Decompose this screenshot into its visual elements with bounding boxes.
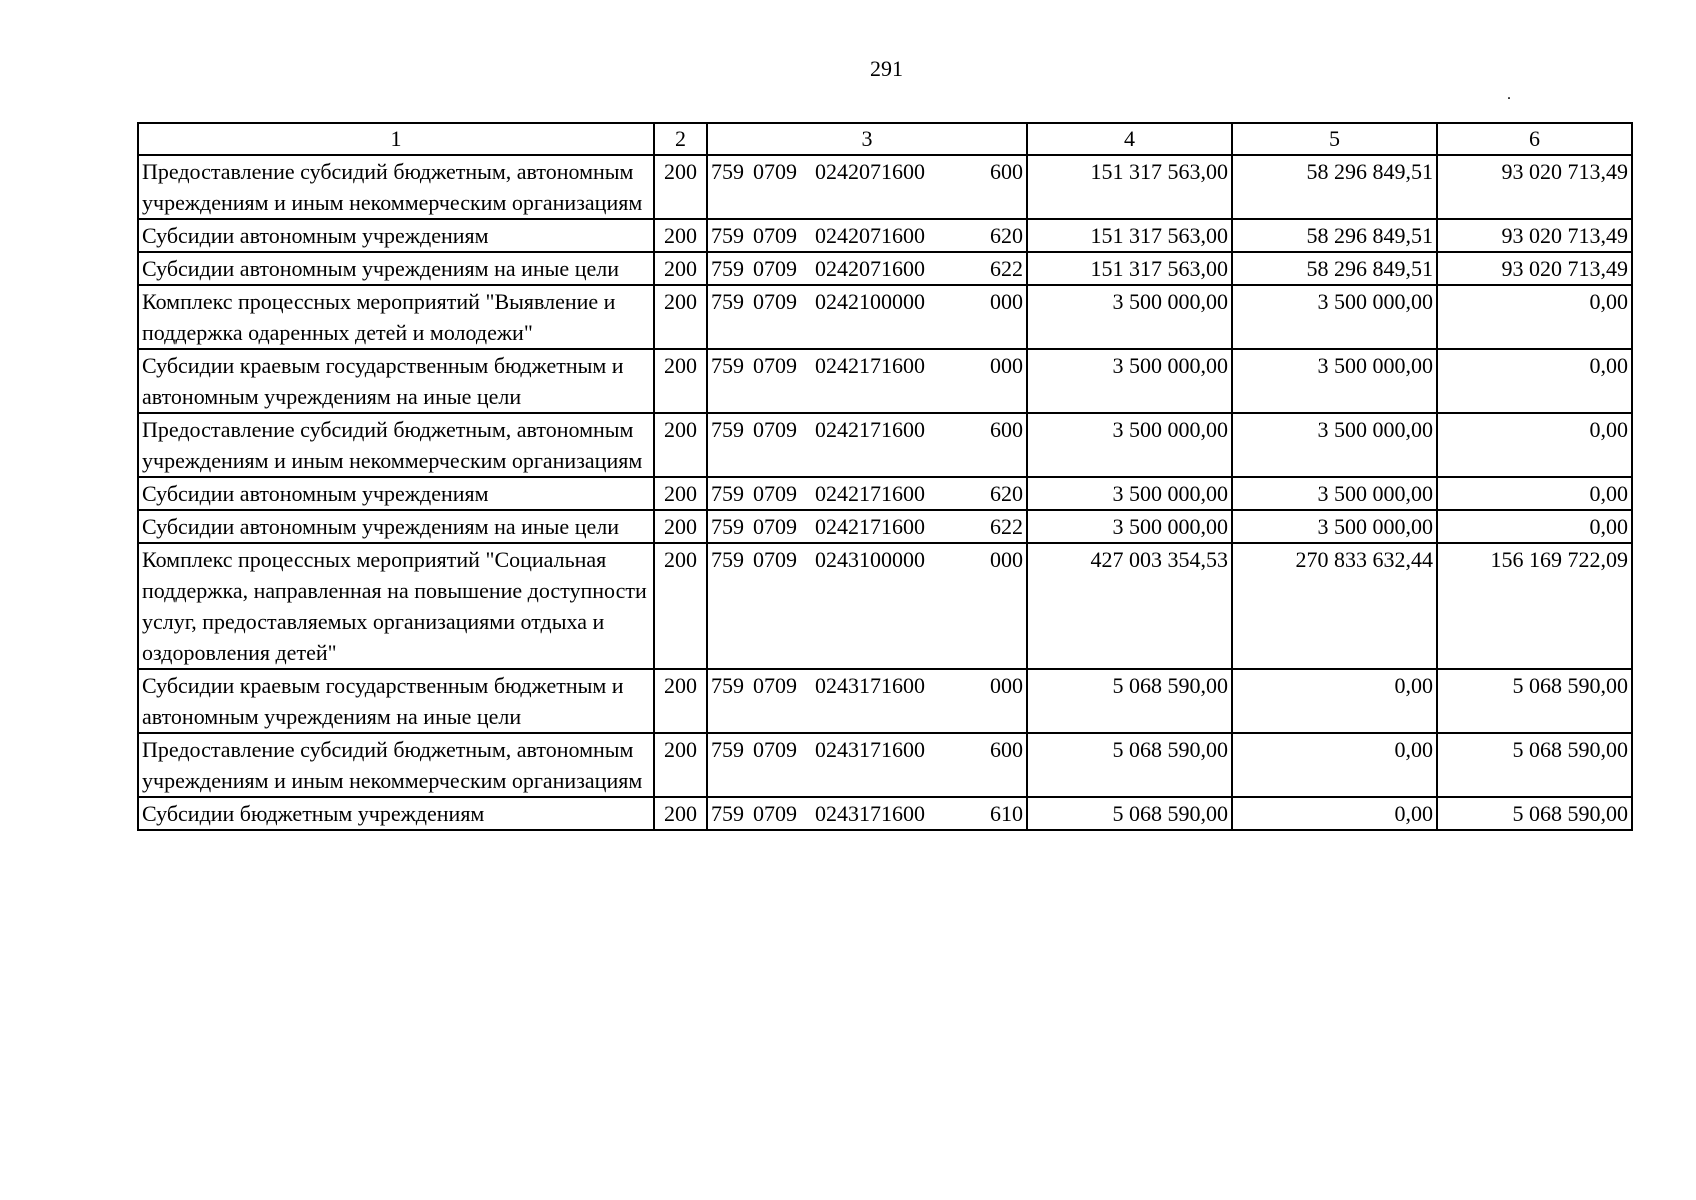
row-amount-col4: 5 068 590,00 xyxy=(1027,797,1232,830)
code-section: 0709 xyxy=(753,223,797,248)
table-row xyxy=(138,543,1632,669)
table-body xyxy=(138,155,1632,830)
table-row xyxy=(138,285,1632,349)
row-admin-code: 200 xyxy=(654,669,707,733)
code-expense-type: 600 xyxy=(990,737,1023,762)
row-name: Комплекс процессных мероприятий "Выявление и поддержка одаренных детей и молодежи" xyxy=(138,285,654,349)
row-amount-col4: 3 500 000,00 xyxy=(1027,285,1232,349)
row-name: Субсидии автономным учреждениям на иные цели xyxy=(138,510,654,543)
row-amount-col4: 3 500 000,00 xyxy=(1027,477,1232,510)
row-admin-code: 200 xyxy=(654,510,707,543)
row-classification-code xyxy=(707,252,1027,285)
row-amount-col4: 427 003 354,53 xyxy=(1027,543,1232,669)
header-col-5: 5 xyxy=(1232,123,1437,155)
code-ministry: 759 xyxy=(711,481,744,506)
table-row xyxy=(138,477,1632,510)
code-expense-type: 000 xyxy=(990,353,1023,378)
code-ministry: 759 xyxy=(711,801,744,826)
code-section: 0709 xyxy=(753,481,797,506)
code-target-article: 0242071600 xyxy=(815,159,925,184)
row-amount-col6: 93 020 713,49 xyxy=(1437,219,1632,252)
page-number: 291 xyxy=(870,56,903,81)
row-amount-col5: 58 296 849,51 xyxy=(1232,219,1437,252)
code-expense-type: 600 xyxy=(990,159,1023,184)
code-target-article: 0243171600 xyxy=(815,673,925,698)
row-amount-col4: 151 317 563,00 xyxy=(1027,219,1232,252)
header-col-4: 4 xyxy=(1027,123,1232,155)
code-section: 0709 xyxy=(753,514,797,539)
header-col-2: 2 xyxy=(654,123,707,155)
row-amount-col5: 0,00 xyxy=(1232,797,1437,830)
code-target-article: 0242171600 xyxy=(815,481,925,506)
code-expense-type: 000 xyxy=(990,547,1023,572)
code-target-article: 0243100000 xyxy=(815,547,925,572)
row-admin-code: 200 xyxy=(654,155,707,219)
row-classification-code xyxy=(707,155,1027,219)
code-target-article: 0242171600 xyxy=(815,417,925,442)
code-expense-type: 620 xyxy=(990,223,1023,248)
row-amount-col6: 5 068 590,00 xyxy=(1437,669,1632,733)
row-amount-col6: 5 068 590,00 xyxy=(1437,733,1632,797)
row-name: Предоставление субсидий бюджетным, автономным учреждениям и иным некоммерческим организациям xyxy=(138,733,654,797)
table-row xyxy=(138,349,1632,413)
row-amount-col6: 5 068 590,00 xyxy=(1437,797,1632,830)
row-amount-col4: 3 500 000,00 xyxy=(1027,510,1232,543)
row-amount-col4: 5 068 590,00 xyxy=(1027,669,1232,733)
row-name: Комплекс процессных мероприятий "Социальная поддержка, направленная на повышение доступности услуг, предоставляемых организациями отдыха и оздоровления детей" xyxy=(138,543,654,669)
row-amount-col6: 0,00 xyxy=(1437,285,1632,349)
code-expense-type: 622 xyxy=(990,256,1023,281)
row-admin-code: 200 xyxy=(654,349,707,413)
row-admin-code: 200 xyxy=(654,477,707,510)
code-section: 0709 xyxy=(753,353,797,378)
code-target-article: 0242171600 xyxy=(815,353,925,378)
budget-table xyxy=(137,122,1633,831)
row-amount-col4: 5 068 590,00 xyxy=(1027,733,1232,797)
code-expense-type: 610 xyxy=(990,801,1023,826)
table-row xyxy=(138,219,1632,252)
row-admin-code: 200 xyxy=(654,285,707,349)
header-row xyxy=(138,123,1632,155)
row-amount-col6: 0,00 xyxy=(1437,349,1632,413)
row-classification-code xyxy=(707,733,1027,797)
code-ministry: 759 xyxy=(711,256,744,281)
row-classification-code xyxy=(707,510,1027,543)
code-ministry: 759 xyxy=(711,417,744,442)
code-expense-type: 000 xyxy=(990,289,1023,314)
table-row xyxy=(138,155,1632,219)
row-admin-code: 200 xyxy=(654,797,707,830)
code-ministry: 759 xyxy=(711,514,744,539)
row-amount-col5: 3 500 000,00 xyxy=(1232,349,1437,413)
table-row xyxy=(138,510,1632,543)
row-admin-code: 200 xyxy=(654,733,707,797)
table-row xyxy=(138,733,1632,797)
table-row xyxy=(138,252,1632,285)
table-row xyxy=(138,797,1632,830)
row-amount-col5: 58 296 849,51 xyxy=(1232,252,1437,285)
row-name: Субсидии краевым государственным бюджетным и автономным учреждениям на иные цели xyxy=(138,349,654,413)
code-ministry: 759 xyxy=(711,673,744,698)
row-classification-code xyxy=(707,285,1027,349)
code-ministry: 759 xyxy=(711,289,744,314)
row-amount-col4: 151 317 563,00 xyxy=(1027,155,1232,219)
code-section: 0709 xyxy=(753,289,797,314)
row-amount-col5: 270 833 632,44 xyxy=(1232,543,1437,669)
row-name: Субсидии автономным учреждениям xyxy=(138,477,654,510)
table-row xyxy=(138,413,1632,477)
code-section: 0709 xyxy=(753,673,797,698)
row-admin-code: 200 xyxy=(654,252,707,285)
code-target-article: 0242071600 xyxy=(815,256,925,281)
row-amount-col4: 151 317 563,00 xyxy=(1027,252,1232,285)
code-section: 0709 xyxy=(753,256,797,281)
code-ministry: 759 xyxy=(711,353,744,378)
row-amount-col4: 3 500 000,00 xyxy=(1027,349,1232,413)
row-amount-col5: 3 500 000,00 xyxy=(1232,510,1437,543)
row-amount-col5: 3 500 000,00 xyxy=(1232,285,1437,349)
row-amount-col6: 0,00 xyxy=(1437,477,1632,510)
row-classification-code xyxy=(707,797,1027,830)
code-target-article: 0243171600 xyxy=(815,737,925,762)
code-expense-type: 620 xyxy=(990,481,1023,506)
row-name: Субсидии автономным учреждениям xyxy=(138,219,654,252)
row-name: Предоставление субсидий бюджетным, автономным учреждениям и иным некоммерческим организациям xyxy=(138,155,654,219)
header-col-3: 3 xyxy=(707,123,1027,155)
header-col-6: 6 xyxy=(1437,123,1632,155)
code-section: 0709 xyxy=(753,737,797,762)
code-expense-type: 600 xyxy=(990,417,1023,442)
row-amount-col5: 3 500 000,00 xyxy=(1232,413,1437,477)
code-expense-type: 000 xyxy=(990,673,1023,698)
row-admin-code: 200 xyxy=(654,219,707,252)
row-name: Предоставление субсидий бюджетным, автономным учреждениям и иным некоммерческим организациям xyxy=(138,413,654,477)
row-classification-code xyxy=(707,477,1027,510)
row-amount-col5: 3 500 000,00 xyxy=(1232,477,1437,510)
row-amount-col6: 93 020 713,49 xyxy=(1437,155,1632,219)
code-ministry: 759 xyxy=(711,547,744,572)
row-amount-col5: 0,00 xyxy=(1232,733,1437,797)
row-admin-code: 200 xyxy=(654,543,707,669)
row-classification-code xyxy=(707,669,1027,733)
row-name: Субсидии автономным учреждениям на иные цели xyxy=(138,252,654,285)
code-section: 0709 xyxy=(753,801,797,826)
code-section: 0709 xyxy=(753,417,797,442)
code-ministry: 759 xyxy=(711,159,744,184)
code-ministry: 759 xyxy=(711,223,744,248)
code-section: 0709 xyxy=(753,547,797,572)
code-target-article: 0242171600 xyxy=(815,514,925,539)
code-target-article: 0243171600 xyxy=(815,801,925,826)
row-classification-code xyxy=(707,349,1027,413)
row-classification-code xyxy=(707,413,1027,477)
row-amount-col5: 0,00 xyxy=(1232,669,1437,733)
code-target-article: 0242071600 xyxy=(815,223,925,248)
row-amount-col6: 93 020 713,49 xyxy=(1437,252,1632,285)
row-name: Субсидии краевым государственным бюджетным и автономным учреждениям на иные цели xyxy=(138,669,654,733)
row-amount-col5: 58 296 849,51 xyxy=(1232,155,1437,219)
table-row xyxy=(138,669,1632,733)
code-ministry: 759 xyxy=(711,737,744,762)
row-amount-col6: 0,00 xyxy=(1437,510,1632,543)
row-admin-code: 200 xyxy=(654,413,707,477)
row-amount-col6: 0,00 xyxy=(1437,413,1632,477)
code-section: 0709 xyxy=(753,159,797,184)
page-mark: . xyxy=(1507,86,1511,103)
code-target-article: 0242100000 xyxy=(815,289,925,314)
row-classification-code xyxy=(707,219,1027,252)
code-expense-type: 622 xyxy=(990,514,1023,539)
row-classification-code xyxy=(707,543,1027,669)
row-name: Субсидии бюджетным учреждениям xyxy=(138,797,654,830)
row-amount-col4: 3 500 000,00 xyxy=(1027,413,1232,477)
row-amount-col6: 156 169 722,09 xyxy=(1437,543,1632,669)
header-col-1: 1 xyxy=(138,123,654,155)
